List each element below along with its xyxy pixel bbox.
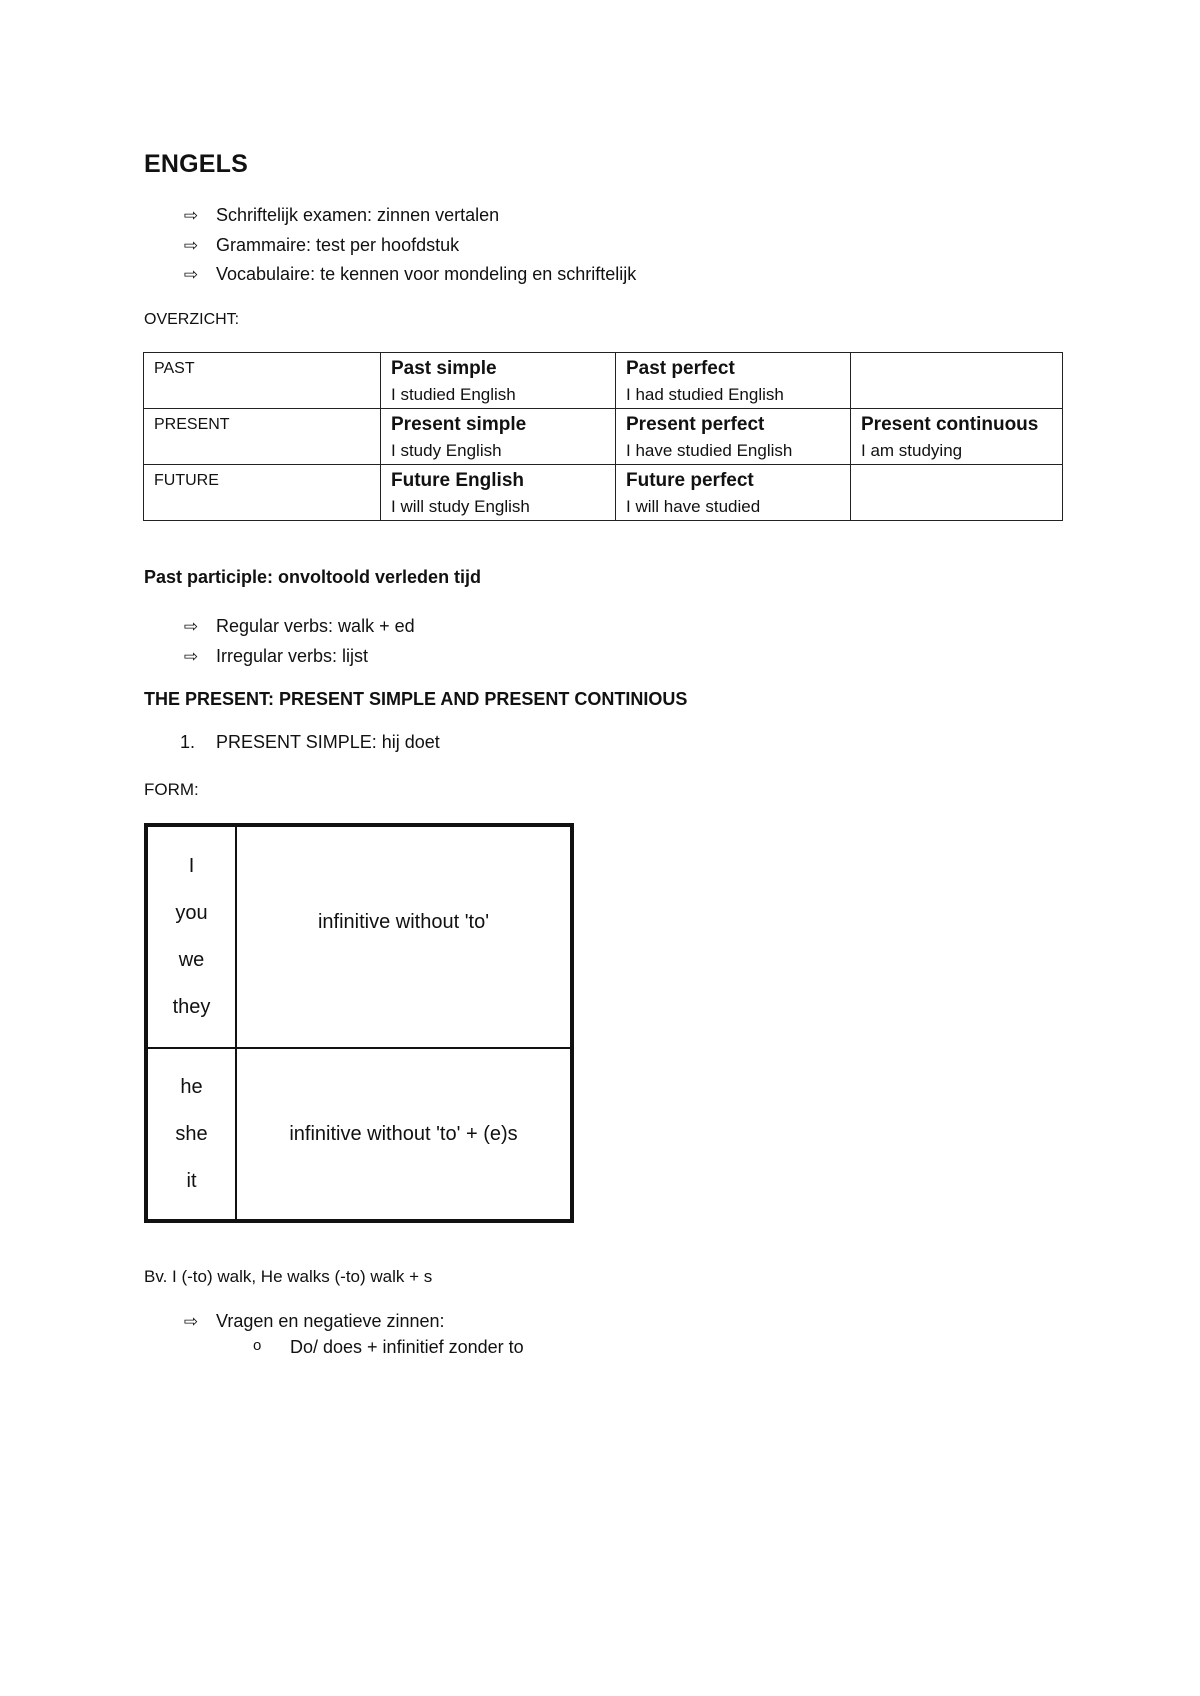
right-arrow-icon: ⇨	[183, 235, 199, 255]
sub-list-item: o Do/ does + infinitief zonder to	[253, 1337, 524, 1357]
table-row	[144, 409, 1063, 465]
table-cell	[851, 465, 1063, 521]
bullet-marker: o	[253, 1337, 262, 1354]
table-row	[144, 353, 1063, 409]
present-heading: THE PRESENT: PRESENT SIMPLE AND PRESENT CONTINIOUS	[144, 689, 688, 709]
pronoun-cell: he she it	[146, 1048, 236, 1221]
list-item: ⇨ Regular verbs: walk + ed	[180, 612, 415, 642]
table-row	[144, 465, 1063, 521]
table-cell: Present perfect I have studied English	[616, 409, 851, 465]
right-arrow-icon: ⇨	[183, 1312, 199, 1331]
intro-bullet-list	[180, 201, 636, 290]
pronoun-cell: I you we they	[146, 825, 236, 1048]
table-cell: Present continuous I am studying	[851, 409, 1063, 465]
right-arrow-icon: ⇨	[183, 617, 199, 636]
form-cell: infinitive without 'to'	[236, 825, 572, 1048]
right-arrow-icon: ⇨	[183, 265, 199, 284]
table-cell: Future English I will study English	[381, 465, 616, 521]
list-item: ⇨ Schriftelijk examen: zinnen vertalen	[180, 201, 636, 231]
overview-label: OVERZICHT:	[144, 311, 240, 328]
form-cell: infinitive without 'to' + (e)s	[236, 1048, 572, 1221]
right-arrow-icon: ⇨	[183, 206, 199, 225]
table-cell: PRESENT	[144, 409, 381, 465]
tense-overview-table	[143, 352, 1063, 521]
table-cell: PAST	[144, 353, 381, 409]
table-cell: Future perfect I will have studied	[616, 465, 851, 521]
question-bullet-list	[180, 1307, 445, 1337]
list-item: ⇨ Vocabulaire: te kennen voor mondeling en schriftelijk	[180, 260, 636, 290]
participle-bullet-list	[180, 612, 415, 671]
right-arrow-icon: ⇨	[183, 646, 199, 666]
table-cell	[851, 353, 1063, 409]
list-number: 1.	[180, 732, 196, 752]
example-line: Bv. I (-to) walk, He walks (-to) walk + s	[144, 1267, 433, 1286]
table-row	[146, 1048, 572, 1221]
list-item: ⇨ Irregular verbs: lijst	[180, 642, 415, 672]
past-participle-heading: Past participle: onvoltoold verleden tijd	[144, 567, 482, 587]
list-item: ⇨ Vragen en negatieve zinnen:	[180, 1307, 445, 1337]
present-simple-form-table	[144, 823, 574, 1223]
table-row	[146, 825, 572, 1048]
table-cell: Present simple I study English	[381, 409, 616, 465]
list-item: ⇨ Grammaire: test per hoofdstuk	[180, 231, 636, 261]
table-cell: Past perfect I had studied English	[616, 353, 851, 409]
form-label: FORM:	[144, 780, 199, 799]
table-cell: Past simple I studied English	[381, 353, 616, 409]
numbered-item: 1. PRESENT SIMPLE: hij doet	[180, 732, 440, 752]
document-title: ENGELS	[144, 150, 248, 178]
table-cell: FUTURE	[144, 465, 381, 521]
